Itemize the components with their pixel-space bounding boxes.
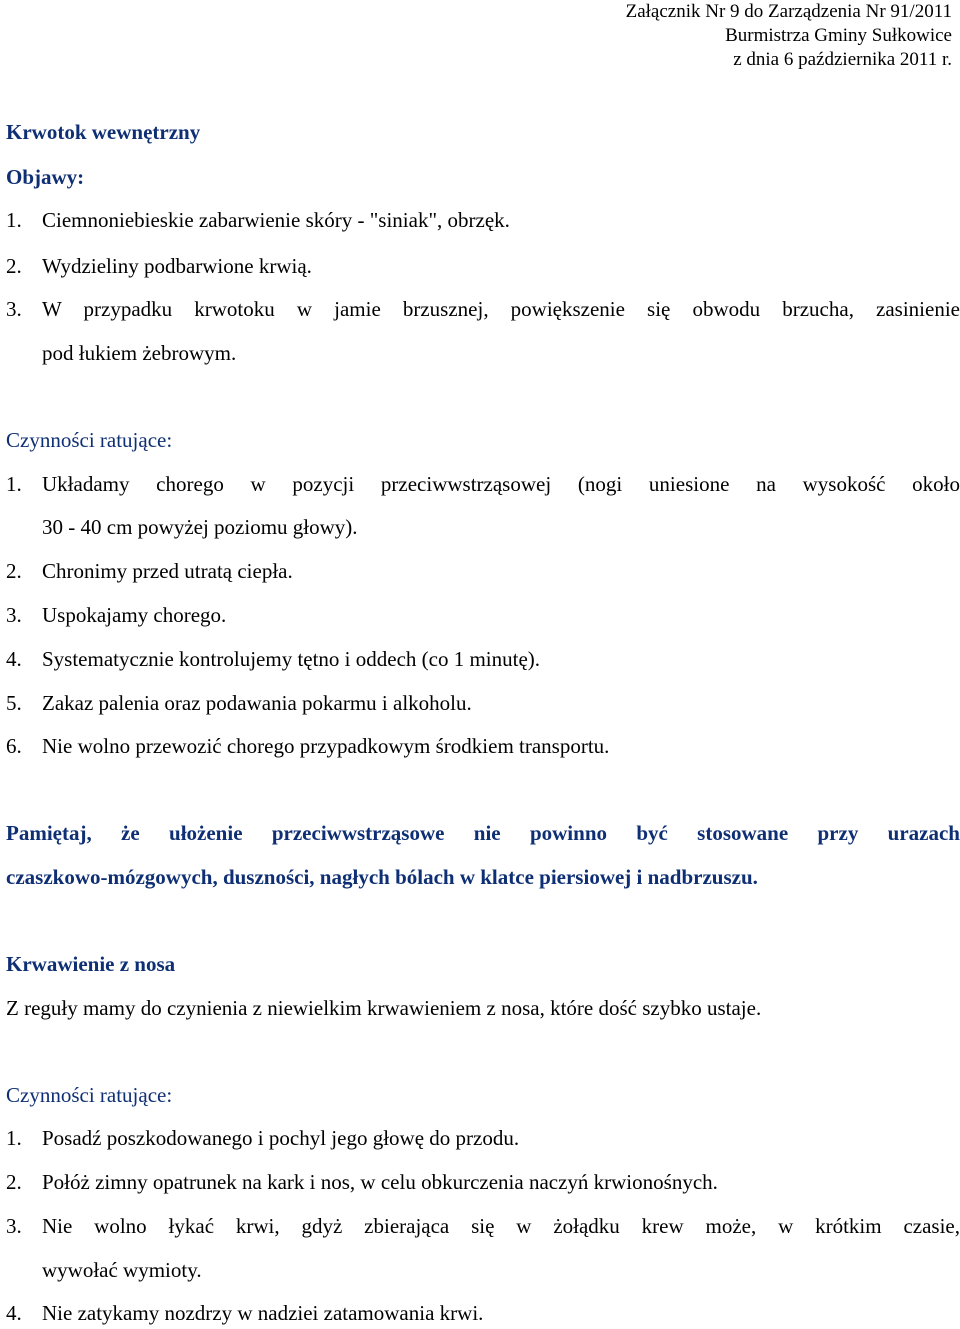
rescue-actions-label: Czynności ratujące: (6, 1083, 173, 1107)
list-item-number: 2. (6, 559, 22, 583)
nosebleed-intro: Z reguły mamy do czynienia z niewielkim krwawieniem z nosa, które dość szybko ustaje. (6, 996, 762, 1020)
list-item-text: Chronimy przed utratą ciepła. (42, 559, 293, 583)
list-item-continuation: 30 - 40 cm powyżej poziomu głowy). (42, 515, 358, 539)
list-item-number: 6. (6, 734, 22, 758)
list-item-text: Wydzieliny podbarwione krwią. (42, 254, 312, 278)
header-line-1: Załącznik Nr 9 do Zarządzenia Nr 91/2011 (625, 1, 952, 22)
list-item-number: 2. (6, 1170, 22, 1194)
header-line-3: z dnia 6 października 2011 r. (733, 49, 952, 70)
list-item-continuation: pod łukiem żebrowym. (42, 341, 237, 365)
list-item-number: 1. (6, 1126, 22, 1150)
list-item-text: Zakaz palenia oraz podawania pokarmu i alkoholu. (42, 691, 472, 715)
list-item-number: 3. (6, 603, 22, 627)
list-item-text: Nie wolno przewozić chorego przypadkowym środkiem transportu. (42, 734, 610, 758)
list-item-text: Uspokajamy chorego. (42, 603, 227, 627)
list-item-number: 1. (6, 208, 22, 232)
document-header (626, 0, 952, 72)
header-line-2: Burmistrza Gminy Sułkowice (725, 25, 952, 46)
rescue-actions-label: Czynności ratujące: (6, 428, 173, 452)
list-item-number: 4. (6, 647, 22, 671)
list-item-text: Posadź poszkodowanego i pochyl jego głowę do przodu. (42, 1126, 520, 1150)
list-item-text: Nie wolno łykać krwi, gdyż zbierająca się w żołądku krew może, w krótkim czasie, (42, 1214, 960, 1238)
list-item-continuation: wywołać wymioty. (42, 1258, 202, 1282)
list-item-text: Ciemnoniebieskie zabarwienie skóry - "siniak", obrzęk. (42, 208, 510, 232)
list-item-text: Nie zatykamy nozdrzy w nadziei zatamowania krwi. (42, 1301, 484, 1325)
list-item-number: 1. (6, 472, 22, 496)
section-title-internal-bleeding: Krwotok wewnętrzny (6, 120, 201, 144)
list-item-number: 3. (6, 1214, 22, 1238)
list-item-number: 2. (6, 254, 22, 278)
list-item-number: 3. (6, 297, 22, 321)
warning-text-line-2: czaszkowo-mózgowych, duszności, nagłych bólach w klatce piersiowej i nadbrzuszu. (6, 865, 758, 889)
symptoms-label: Objawy: (6, 165, 85, 189)
list-item-text: Połóż zimny opatrunek na kark i nos, w celu obkurczenia naczyń krwionośnych. (42, 1170, 718, 1194)
list-item-text: W przypadku krwotoku w jamie brzusznej, powiększenie się obwodu brzucha, zasinienie (42, 297, 960, 321)
list-item-text: Systematycznie kontrolujemy tętno i oddech (co 1 minutę). (42, 647, 541, 671)
list-item-number: 4. (6, 1301, 22, 1325)
warning-text-line-1: Pamiętaj, że ułożenie przeciwwstrząsowe nie powinno być stosowane przy urazach (6, 821, 960, 845)
list-item-text: Układamy chorego w pozycji przeciwwstrząsowej (nogi uniesione na wysokość około (42, 472, 960, 496)
list-item-number: 5. (6, 691, 22, 715)
section-title-nosebleed: Krwawienie z nosa (6, 952, 176, 976)
